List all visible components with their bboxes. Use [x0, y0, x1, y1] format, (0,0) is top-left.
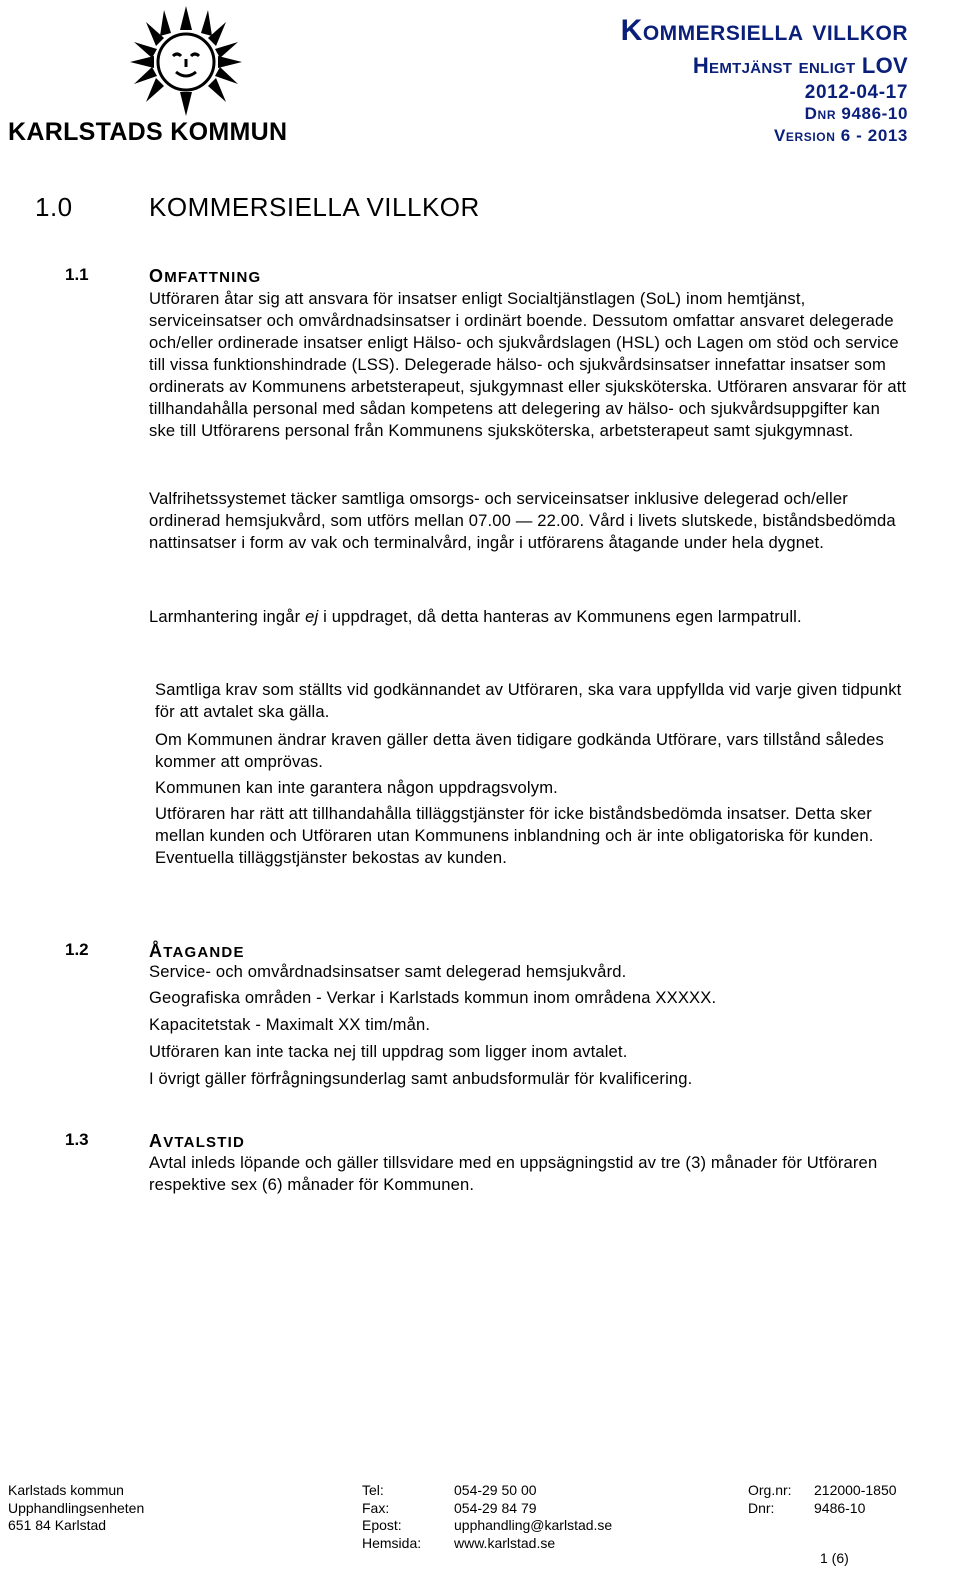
section-1-2-line-1: Service- och omvårdnadsinsatser samt delegerad hemsjukvård. — [149, 962, 627, 981]
section-1-1-requirements-paragraph: Samtliga krav som ställts vid godkännandet av Utföraren, ska vara uppfyllda vid varje given tidpunkt för att avtalet ska gälla. — [155, 680, 902, 721]
footer-email-label: Epost: — [362, 1517, 402, 1533]
section-1-2-line-2: Geografiska områden - Verkar i Karlstads kommun inom områdena XXXXX. — [149, 988, 717, 1007]
document-dnr: Dnr 9486-10 — [804, 104, 908, 123]
document-version: Version 6 - 2013 — [773, 126, 908, 145]
footer-reg-values — [814, 1482, 897, 1517]
footer-fax: 054-29 84 79 — [454, 1499, 537, 1516]
section-1-2-title: ÅTAGANDE — [149, 941, 245, 961]
footer-tel-label: Tel: — [362, 1482, 384, 1498]
footer-web[interactable]: www.karlstad.se — [454, 1534, 556, 1551]
document-title: Kommersiella villkor — [620, 14, 908, 47]
page-number: 1 (6) — [820, 1550, 849, 1566]
footer-email[interactable]: upphandling@karlstad.se — [454, 1517, 613, 1533]
section-1-1-changes-paragraph: Om Kommunen ändrar kraven gäller detta även tidigare godkända Utförare, vars tillstånd således kommer att omprövas. — [155, 730, 884, 771]
main-heading — [35, 192, 480, 223]
section-1-3-number: 1.3 — [65, 1130, 89, 1149]
footer-orgnr-label: Org.nr: — [748, 1482, 792, 1498]
footer-contact-labels — [362, 1482, 421, 1552]
logo-wordmark: KARLSTADS KOMMUN — [8, 118, 288, 146]
section-1-1-scope-paragraph: Valfrihetssystemet täcker samtliga omsorgs- och serviceinsatser inklusive delegerad och/eller ordinerad hemsjukvård, som utförs mellan 07.00 — 22.00. Vård i livets slutskede, biståndsbedömda nattinsatser i form av vak och terminalvård, ingår i utförarens åtagande under hela dygnet. — [149, 489, 896, 552]
footer-dnr-label: Dnr: — [748, 1499, 775, 1516]
main-heading-number: 1.0 — [35, 192, 73, 222]
main-heading-title: KOMMERSIELLA VILLKOR — [149, 192, 480, 222]
section-1-3-title: AVTALSTID — [149, 1131, 246, 1151]
section-1-1-alarm-paragraph: Larmhantering ingår ej i uppdraget, då detta hanteras av Kommunens egen larmpatrull. — [149, 607, 802, 626]
section-1-1-extra-services-paragraph: Utföraren har rätt att tillhandahålla tilläggstjänster för icke biståndsbedömda insatser. Detta sker mellan kunden och Utföraren utan Kommunens inblandning och är inte obligatoriska för kunden. Eventuella tilläggstjänster bekostas av kunden. — [155, 804, 874, 867]
footer-address: 651 84 Karlstad — [8, 1517, 107, 1533]
section-1-1-paragraph: Utföraren åtar sig att ansvara för insatser enligt Socialtjänstlagen (SoL) inom hemtjänst, serviceinsatser och omvårdnadsinsatser i ordinärt boende. Dessutom omfattar ansvaret delegerade och/eller ordinerade insatser enligt Hälso- och sjukvårdslagen (HSL) och Lagen om stöd och service till vissa funktionshindrade (LSS). Delegerade hälso- och sjukvårdsinsatser innefattar insatser som ordinerats av Kommunens arbetsterapeut, sjukgymnast eller sjuksköterska. Utföraren ansvarar för att tillhandahålla personal med sådan kompetens att delegering av hälso- och sjukvårdsuppgifter kan ske till Utförarens personal från Kommunens sjuksköterska, arbetsterapeut samt sjukgymnast. — [149, 289, 907, 440]
footer-dnr: 9486-10 — [814, 1499, 866, 1516]
footer-org-name: Karlstads kommun — [8, 1482, 124, 1498]
section-1-1-volume-paragraph: Kommunen kan inte garantera någon uppdragsvolym. — [155, 778, 558, 797]
section-1-1-number: 1.1 — [65, 265, 89, 284]
section-1-1-title: OMFATTNING — [149, 266, 262, 286]
footer-reg-labels — [748, 1482, 792, 1517]
footer-tel: 054-29 50 00 — [454, 1482, 537, 1498]
footer-fax-label: Fax: — [362, 1499, 390, 1516]
section-1-2-line-3: Kapacitetstak - Maximalt XX tim/mån. — [149, 1015, 431, 1034]
footer-contact-values — [454, 1482, 612, 1552]
footer-web-label: Hemsida: — [362, 1534, 422, 1551]
section-1-2-line-4: Utföraren kan inte tacka nej till uppdrag som ligger inom avtalet. — [149, 1042, 628, 1061]
footer-orgnr: 212000-1850 — [814, 1482, 897, 1498]
footer-organization — [8, 1482, 144, 1535]
document-date: 2012-04-17 — [804, 82, 908, 103]
footer-unit: Upphandlingsenheten — [8, 1499, 145, 1516]
document-subtitle: Hemtjänst enligt LOV — [692, 53, 908, 78]
section-1-3-paragraph: Avtal inleds löpande och gäller tillsvidare med en uppsägningstid av tre (3) månader för Utföraren respektive sex (6) månader för Kommunen. — [149, 1153, 878, 1194]
section-1-2-number: 1.2 — [65, 940, 89, 959]
section-1-2-line-5: I övrigt gäller förfrågningsunderlag samt anbudsformulär för kvalificering. — [149, 1069, 693, 1088]
karlstads-kommun-logo — [8, 4, 338, 149]
sun-face-icon — [116, 4, 256, 116]
